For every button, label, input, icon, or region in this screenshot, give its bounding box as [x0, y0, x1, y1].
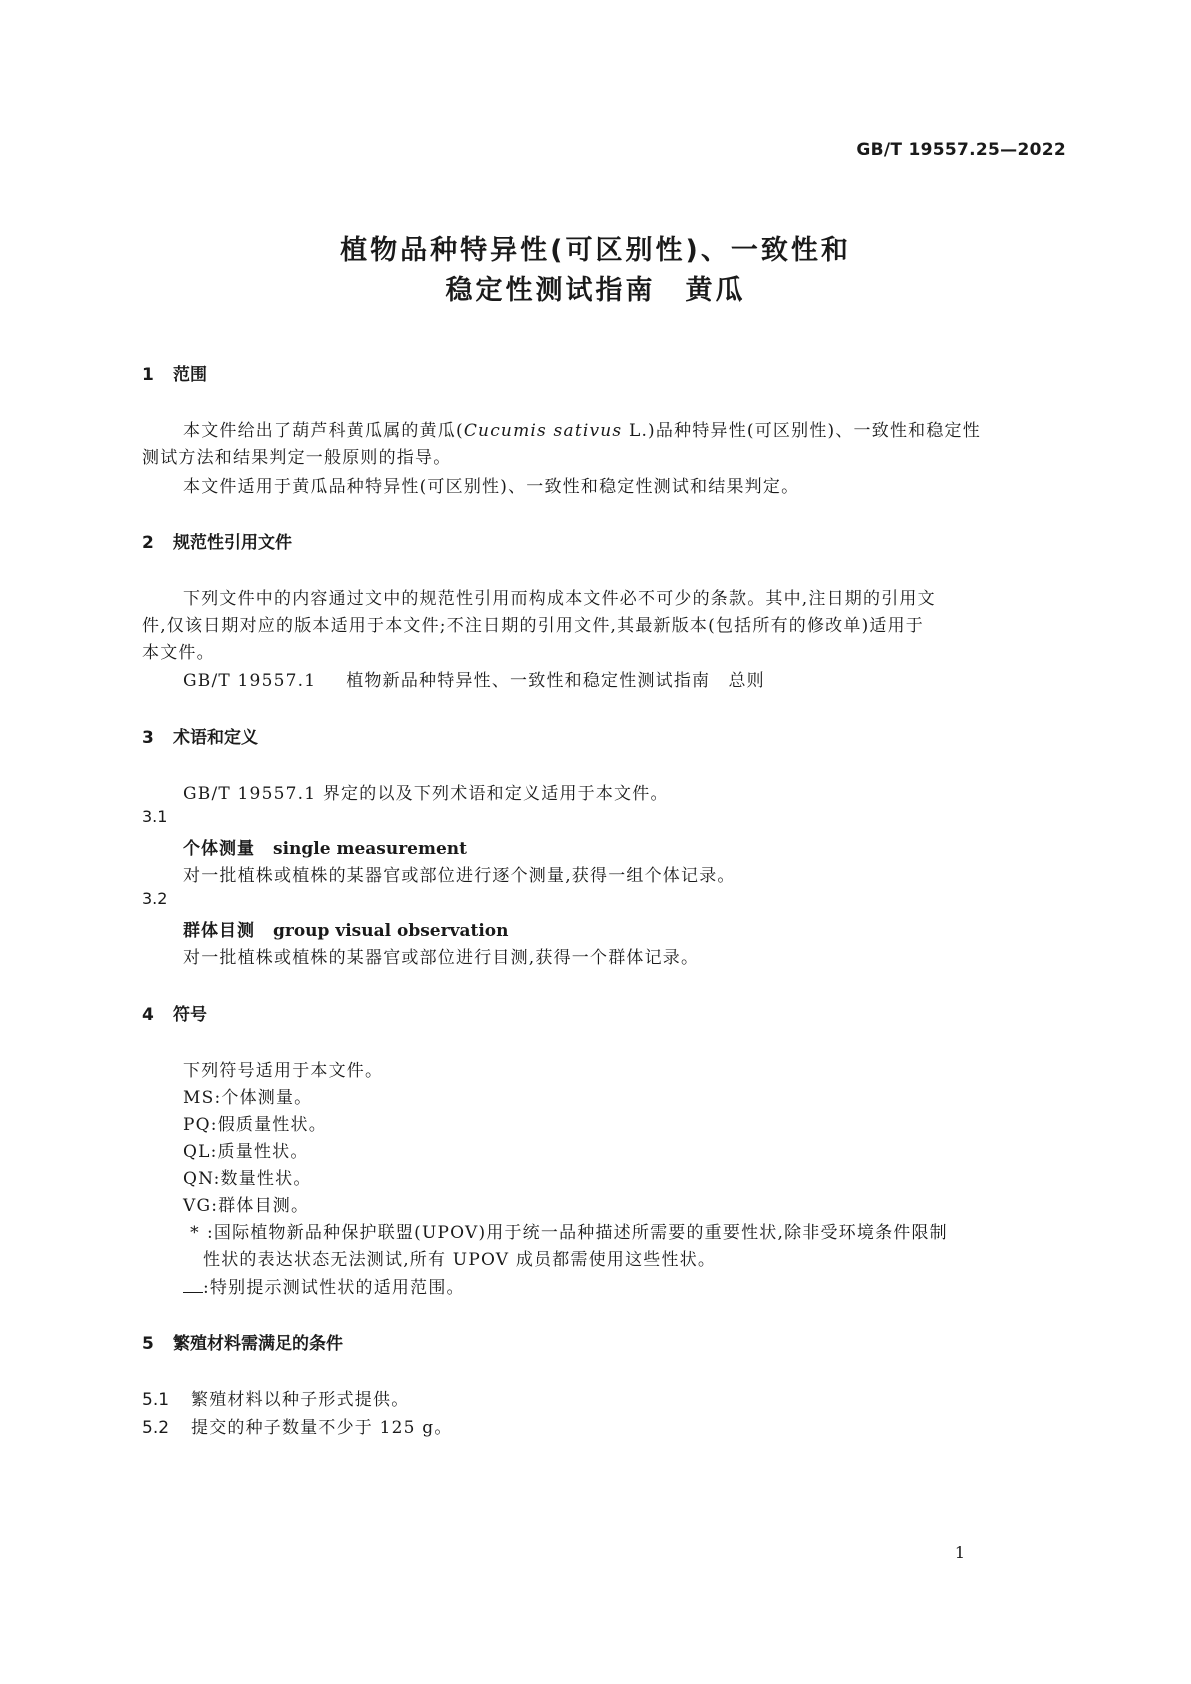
term-en: single measurement — [273, 839, 468, 859]
section-title: 规范性引用文件 — [173, 533, 292, 553]
term-definition: 对一批植株或植株的某器官或部位进行逐个测量,获得一组个体记录。 — [183, 866, 736, 886]
page-number: 1 — [954, 1543, 965, 1562]
normative-reference — [183, 666, 765, 691]
clause-5-2 — [142, 1413, 453, 1438]
section-number: 1 — [142, 365, 154, 385]
symbol-asterisk-continuation: 性状的表达状态无法测试,所有 UPOV 成员都需使用这些性状。 — [203, 1250, 717, 1270]
symbol-pq: PQ:假质量性状。 — [183, 1115, 327, 1135]
reference-code: GB/T 19557.1 — [183, 671, 317, 691]
symbol-qn: QN:数量性状。 — [183, 1169, 312, 1189]
section-number: 3 — [142, 728, 154, 748]
section-number: 4 — [142, 1005, 154, 1025]
document-title-line-1: 植物品种特异性(可区别性)、一致性和 — [340, 235, 851, 266]
symbol-asterisk — [183, 1218, 948, 1243]
paragraph-continuation: 件,仅该日期对应的版本适用于本文件;不注日期的引用文件,其最新版本(包括所有的修改单)适用于 — [142, 616, 924, 636]
species-name: Cucumis sativus — [463, 421, 623, 441]
section-title: 术语和定义 — [173, 728, 258, 748]
symbol-underline — [183, 1273, 465, 1298]
text-run: L.)品种特异性(可区别性)、一致性和稳定性 — [622, 421, 981, 441]
section-title: 范围 — [173, 365, 207, 385]
clause-number: 5.2 — [142, 1418, 170, 1438]
paragraph: 下列文件中的内容通过文中的规范性引用而构成本文件必不可少的条款。其中,注日期的引用文 — [183, 589, 936, 609]
term-zh: 群体目测 — [183, 921, 255, 941]
asterisk-text: :国际植物新品种保护联盟(UPOV)用于统一品种描述所需要的重要性状,除非受环境条件限制 — [207, 1223, 948, 1243]
section-4-heading — [142, 1000, 207, 1025]
term-entry — [183, 916, 508, 941]
clause-text: 繁殖材料以种子形式提供。 — [191, 1390, 410, 1410]
underline-text: :特别提示测试性状的适用范围。 — [203, 1278, 465, 1298]
section-2-heading — [142, 528, 292, 553]
paragraph: 本文件适用于黄瓜品种特异性(可区别性)、一致性和稳定性测试和结果判定。 — [183, 477, 800, 497]
term-number: 3.1 — [142, 807, 168, 826]
paragraph-continuation: 本文件。 — [142, 643, 215, 663]
term-number: 3.2 — [142, 889, 168, 908]
clause-5-1 — [142, 1385, 409, 1410]
section-5-heading — [142, 1329, 343, 1354]
underline-mark — [183, 1278, 203, 1293]
document-title-line-2: 稳定性测试指南 黄瓜 — [445, 275, 746, 306]
paragraph: GB/T 19557.1 界定的以及下列术语和定义适用于本文件。 — [183, 784, 669, 804]
term-definition: 对一批植株或植株的某器官或部位进行目测,获得一个群体记录。 — [183, 948, 700, 968]
text-run: 本文件给出了葫芦科黄瓜属的黄瓜( — [183, 421, 464, 441]
symbol-vg: VG:群体目测。 — [183, 1196, 310, 1216]
clause-number: 5.1 — [142, 1390, 170, 1410]
standard-number: GB/T 19557.25—2022 — [856, 140, 1066, 160]
symbol-ms: MS:个体测量。 — [183, 1088, 313, 1108]
reference-title: 植物新品种特异性、一致性和稳定性测试指南 总则 — [346, 671, 765, 691]
section-3-heading — [142, 723, 258, 748]
section-title: 繁殖材料需满足的条件 — [173, 1334, 343, 1354]
paragraph: 下列符号适用于本文件。 — [183, 1061, 384, 1081]
section-number: 5 — [142, 1334, 154, 1354]
section-1-heading — [142, 360, 207, 385]
section-number: 2 — [142, 533, 154, 553]
symbol-ql: QL:质量性状。 — [183, 1142, 309, 1162]
clause-text: 提交的种子数量不少于 125 g。 — [191, 1418, 453, 1438]
term-entry — [183, 834, 467, 859]
term-en: group visual observation — [273, 921, 509, 941]
section-title: 符号 — [173, 1005, 207, 1025]
asterisk-mark: * — [190, 1223, 200, 1243]
term-zh: 个体测量 — [183, 839, 255, 859]
paragraph — [183, 416, 981, 441]
paragraph-continuation: 测试方法和结果判定一般原则的指导。 — [142, 448, 452, 468]
